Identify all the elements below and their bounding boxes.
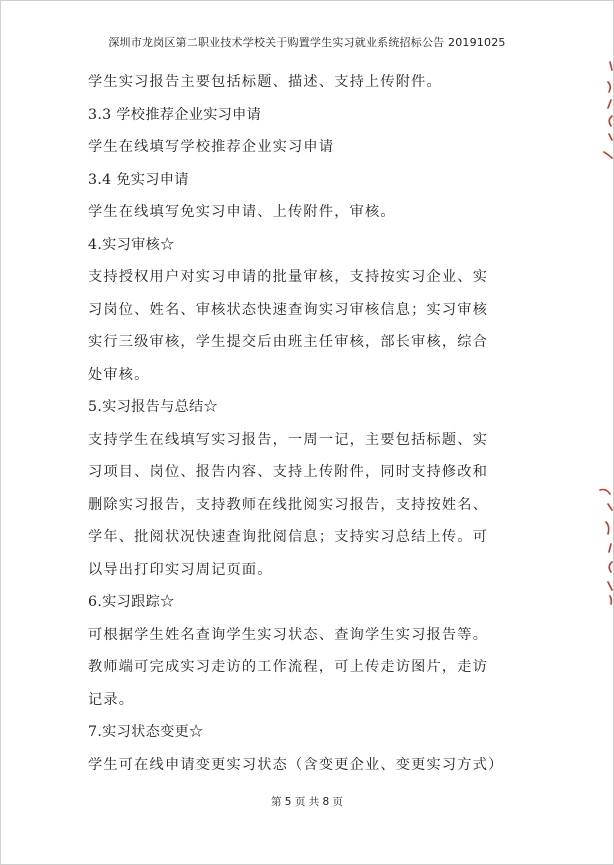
page-number-label: 第 5 页 共 8 页 xyxy=(270,796,344,808)
body-text-line: 支持授权用户对实习申请的批量审核，支持按实习企业、实 xyxy=(88,269,489,285)
body-text-line: 学年、批阅状况快速查询批阅信息；支持实习总结上传。可 xyxy=(88,529,489,545)
section-heading: 3.4 免实习申请 xyxy=(88,171,189,188)
section-heading: 7.实习状态变更☆ xyxy=(88,724,204,740)
body-text-line: 支持学生在线填写实习报告，一周一记，主要包括标题、实 xyxy=(88,431,489,448)
section-heading: 4.实习审核☆ xyxy=(88,236,175,253)
seal-fragment-middle xyxy=(596,486,614,606)
section-heading: 5.实习报告与总结☆ xyxy=(88,399,219,415)
running-header: 深圳市龙岗区第二职业技术学校关于购置学生实习就业系统招标公告 20191025 xyxy=(108,36,506,49)
document-body xyxy=(88,66,528,781)
seal-fragment-top xyxy=(596,60,614,160)
page-number xyxy=(0,794,614,809)
body-text-line: 习岗位、姓名、审核状态快速查询实习审核信息；实习审核 xyxy=(88,301,489,318)
body-text-line: 记录。 xyxy=(88,691,135,708)
body-text-line: 学生在线填写免实习申请、上传附件，审核。 xyxy=(88,204,396,220)
body-text-line: 删除实习报告，支持教师在线批阅实习报告，支持按姓名、 xyxy=(88,496,489,513)
body-text-line: 习项目、岗位、报告内容、支持上传附件，同时支持修改和 xyxy=(88,464,489,480)
body-text-line: 学生实习报告主要包括标题、描述、支持上传附件。 xyxy=(88,74,442,90)
body-text-line: 学生可在线申请变更实习状态（含变更企业、变更实习方式） xyxy=(88,756,504,773)
body-text-line: 处审核。 xyxy=(88,366,150,383)
section-heading: 6.实习跟踪☆ xyxy=(88,594,175,610)
body-text-line: 教师端可完成实习走访的工作流程，可上传走访图片，走访 xyxy=(88,659,489,675)
body-text-line: 以导出打印实习周记页面。 xyxy=(88,561,273,578)
body-text-line: 实行三级审核，学生提交后由班主任审核，部长审核，综合 xyxy=(88,334,489,350)
section-heading: 3.3 学校推荐企业实习申请 xyxy=(88,106,262,123)
body-text-line: 可根据学生姓名查询学生实习状态、查询学生实习报告等。 xyxy=(88,626,489,643)
body-text-line: 学生在线填写学校推荐企业实习申请 xyxy=(88,139,335,155)
